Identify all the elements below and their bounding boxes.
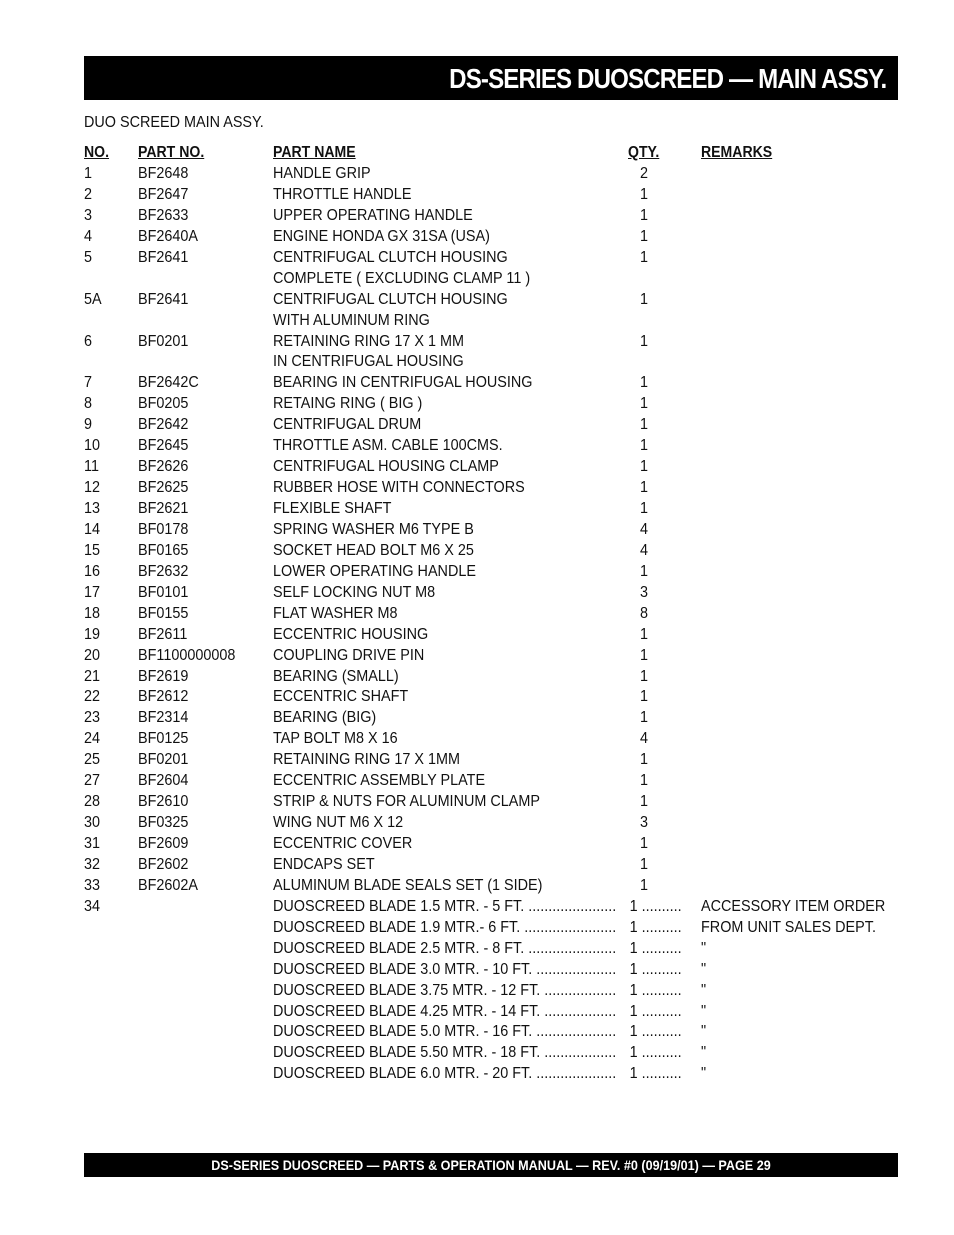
part-name: CENTRIFUGAL CLUTCH HOUSING xyxy=(273,248,508,266)
remarks: FROM UNIT SALES DEPT. xyxy=(701,918,876,936)
quantity: 1 xyxy=(639,185,649,203)
part-no: BF2602 xyxy=(138,855,189,873)
part-name: DUOSCREED BLADE 5.50 MTR. - 18 FT. .................. xyxy=(273,1044,617,1062)
part-name: ALUMINUM BLADE SEALS SET (1 SIDE) xyxy=(273,876,543,894)
table-row xyxy=(0,332,954,353)
part-no: BF2640A xyxy=(138,227,199,245)
table-row xyxy=(0,813,954,834)
table-row xyxy=(0,876,954,897)
page-title: DS-SERIES DUOSCREED — MAIN ASSY. xyxy=(448,63,886,94)
part-name: SELF LOCKING NUT M8 xyxy=(273,583,436,601)
part-name: DUOSCREED BLADE 1.9 MTR.- 6 FT. ....................... xyxy=(273,918,617,936)
table-row xyxy=(0,499,954,520)
part-no: BF2609 xyxy=(138,835,189,852)
table-row xyxy=(0,687,954,708)
part-no: BF0155 xyxy=(138,604,189,622)
part-name: COMPLETE ( EXCLUDING CLAMP 11 ) xyxy=(273,269,531,287)
quantity: 3 xyxy=(639,583,649,601)
table-row xyxy=(0,290,954,311)
part-number-index: 12 xyxy=(84,479,101,497)
table-row xyxy=(0,729,954,750)
part-name: RUBBER HOSE WITH CONNECTORS xyxy=(273,479,525,497)
table-row xyxy=(0,646,954,667)
footer-bar xyxy=(84,1153,898,1177)
quantity: 1 xyxy=(639,688,649,706)
part-name: ECCENTRIC COVER xyxy=(273,835,413,852)
footer-text: DS-SERIES DUOSCREED — PARTS & OPERATION MANUAL — REV. #0 (09/19/01) — PAGE 29 xyxy=(211,1157,771,1173)
part-number-index: 18 xyxy=(84,604,101,622)
part-number-index: 4 xyxy=(84,227,93,245)
part-number-index: 16 xyxy=(84,562,101,580)
part-number-index: 34 xyxy=(84,897,101,915)
column-header-part-no: PART NO. xyxy=(138,144,205,161)
table-row xyxy=(0,415,954,436)
part-no: BF0205 xyxy=(138,395,189,413)
part-number-index: 15 xyxy=(84,541,101,559)
quantity: 1 xyxy=(639,332,649,350)
part-name: DUOSCREED BLADE 3.75 MTR. - 12 FT. .................. xyxy=(273,981,617,999)
table-row xyxy=(0,164,954,185)
part-name: CENTRIFUGAL DRUM xyxy=(273,416,422,434)
part-number-index: 30 xyxy=(84,814,101,832)
part-no: BF2611 xyxy=(138,625,188,643)
table-row xyxy=(0,457,954,478)
table-row xyxy=(0,227,954,248)
part-name: BEARING (BIG) xyxy=(273,709,377,727)
table-row xyxy=(0,269,954,290)
part-name: DUOSCREED BLADE 5.0 MTR. - 16 FT. .................... xyxy=(273,1023,617,1041)
part-number-index: 27 xyxy=(84,772,101,790)
table-row xyxy=(0,939,954,960)
quantity: 1 xyxy=(639,625,649,643)
part-number-index: 31 xyxy=(84,835,101,852)
remarks: " xyxy=(701,1023,707,1041)
table-row xyxy=(0,185,954,206)
table-row xyxy=(0,750,954,771)
quantity: 8 xyxy=(639,604,649,622)
table-row xyxy=(0,248,954,269)
part-name: SOCKET HEAD BOLT M6 X 25 xyxy=(273,541,474,559)
part-name: BEARING IN CENTRIFUGAL HOUSING xyxy=(273,374,533,392)
table-row xyxy=(0,541,954,562)
quantity: 1 xyxy=(639,416,649,434)
quantity: 1 xyxy=(639,437,649,455)
part-no: BF2625 xyxy=(138,479,189,497)
part-number-index: 10 xyxy=(84,437,101,455)
quantity: 1 xyxy=(639,248,649,266)
table-row xyxy=(0,981,954,1002)
part-no: BF0101 xyxy=(138,583,189,601)
part-name: RETAING RING ( BIG ) xyxy=(273,395,423,413)
part-no: BF2314 xyxy=(138,709,189,727)
part-number-index: 23 xyxy=(84,709,101,727)
quantity: 1 xyxy=(639,227,649,245)
part-name: FLAT WASHER M8 xyxy=(273,604,398,622)
part-name: TAP BOLT M8 X 16 xyxy=(273,730,398,748)
table-row xyxy=(0,708,954,729)
part-name: THROTTLE ASM. CABLE 100CMS. xyxy=(273,437,503,455)
quantity: 1 .......... xyxy=(629,1002,682,1020)
quantity: 3 xyxy=(639,814,649,832)
table-row xyxy=(0,394,954,415)
quantity: 4 xyxy=(639,520,649,538)
table-row xyxy=(0,311,954,332)
part-no: BF0325 xyxy=(138,814,189,832)
table-row xyxy=(0,771,954,792)
part-name: RETAINING RING 17 X 1 MM xyxy=(273,332,464,350)
part-name: FLEXIBLE SHAFT xyxy=(273,500,392,517)
quantity: 1 xyxy=(639,751,649,769)
table-row xyxy=(0,436,954,457)
part-name: DUOSCREED BLADE 3.0 MTR. - 10 FT. .................... xyxy=(273,960,617,978)
part-number-index: 24 xyxy=(84,730,101,748)
part-name: ENGINE HONDA GX 31SA (USA) xyxy=(273,227,490,245)
part-name: ECCENTRIC SHAFT xyxy=(273,688,409,706)
part-number-index: 9 xyxy=(84,416,93,434)
quantity: 1 .......... xyxy=(629,981,682,999)
part-no: BF2633 xyxy=(138,206,189,224)
part-name: SPRING WASHER M6 TYPE B xyxy=(273,520,474,538)
quantity: 1 .......... xyxy=(629,939,682,957)
quantity: 1 xyxy=(639,206,649,224)
quantity: 2 xyxy=(639,165,649,182)
part-no: BF2645 xyxy=(138,437,189,455)
section-title: DUO SCREED MAIN ASSY. xyxy=(84,114,264,131)
header-bar xyxy=(84,56,898,100)
part-number-index: 33 xyxy=(84,876,101,894)
part-name: THROTTLE HANDLE xyxy=(273,185,412,203)
table-row xyxy=(0,834,954,855)
part-name: COUPLING DRIVE PIN xyxy=(273,646,425,664)
part-no: BF2632 xyxy=(138,562,189,580)
quantity: 1 .......... xyxy=(629,897,682,915)
part-name: DUOSCREED BLADE 2.5 MTR. - 8 FT. ...................... xyxy=(273,939,617,957)
part-name: UPPER OPERATING HANDLE xyxy=(273,206,473,224)
table-row xyxy=(0,562,954,583)
quantity: 1 xyxy=(639,458,649,476)
table-row xyxy=(0,1043,954,1064)
part-name: DUOSCREED BLADE 4.25 MTR. - 14 FT. .................. xyxy=(273,1002,617,1020)
quantity: 1 .......... xyxy=(629,918,682,936)
remarks: " xyxy=(701,981,707,999)
part-name: LOWER OPERATING HANDLE xyxy=(273,562,476,580)
column-header-part-name: PART NAME xyxy=(273,144,356,161)
remarks: " xyxy=(701,960,707,978)
parts-list xyxy=(0,164,954,1085)
quantity: 4 xyxy=(639,730,649,748)
part-number-index: 7 xyxy=(84,374,93,392)
quantity: 4 xyxy=(639,541,649,559)
part-number-index: 20 xyxy=(84,646,101,664)
part-name: CENTRIFUGAL CLUTCH HOUSING xyxy=(273,290,508,308)
part-number-index: 28 xyxy=(84,793,101,811)
part-name: ECCENTRIC ASSEMBLY PLATE xyxy=(273,772,486,790)
quantity: 1 .......... xyxy=(629,1065,682,1083)
quantity: 1 xyxy=(639,374,649,392)
part-no: BF2642C xyxy=(138,374,199,392)
part-name: IN CENTRIFUGAL HOUSING xyxy=(273,353,464,371)
part-no: BF0125 xyxy=(138,730,189,748)
part-no: BF2612 xyxy=(138,688,189,706)
table-row xyxy=(0,667,954,688)
part-name: WITH ALUMINUM RING xyxy=(273,311,430,329)
quantity: 1 xyxy=(639,479,649,497)
quantity: 1 xyxy=(639,395,649,413)
quantity: 1 xyxy=(639,793,649,811)
part-name: HANDLE GRIP xyxy=(273,165,371,182)
quantity: 1 .......... xyxy=(629,1023,682,1041)
table-row xyxy=(0,625,954,646)
quantity: 1 xyxy=(639,562,649,580)
table-row xyxy=(0,1022,954,1043)
column-header-qty: QTY. xyxy=(628,144,660,161)
part-no: BF2621 xyxy=(138,500,189,517)
part-no: BF2626 xyxy=(138,458,189,476)
part-number-index: 8 xyxy=(84,395,93,413)
quantity: 1 xyxy=(639,290,649,308)
remarks: " xyxy=(701,939,707,957)
table-row xyxy=(0,478,954,499)
part-no: BF0201 xyxy=(138,751,189,769)
part-no: BF2610 xyxy=(138,793,189,811)
part-number-index: 6 xyxy=(84,332,93,350)
table-row xyxy=(0,352,954,373)
quantity: 1 xyxy=(639,709,649,727)
part-no: BF2602A xyxy=(138,876,199,894)
quantity: 1 .......... xyxy=(629,960,682,978)
table-row xyxy=(0,583,954,604)
part-no: BF2604 xyxy=(138,772,189,790)
part-no: BF2641 xyxy=(138,290,189,308)
part-number-index: 14 xyxy=(84,520,101,538)
part-number-index: 22 xyxy=(84,688,101,706)
part-number-index: 5 xyxy=(84,248,93,266)
table-row xyxy=(0,604,954,625)
table-row xyxy=(0,206,954,227)
part-name: DUOSCREED BLADE 1.5 MTR. - 5 FT. ...................... xyxy=(273,897,617,915)
quantity: 1 xyxy=(639,500,649,517)
table-row xyxy=(0,918,954,939)
part-no: BF0201 xyxy=(138,332,189,350)
part-name: BEARING (SMALL) xyxy=(273,667,399,685)
table-row xyxy=(0,1002,954,1023)
part-no: BF1100000008 xyxy=(138,646,236,664)
part-number-index: 25 xyxy=(84,751,101,769)
table-row xyxy=(0,520,954,541)
quantity: 1 xyxy=(639,667,649,685)
table-row xyxy=(0,855,954,876)
part-no: BF2642 xyxy=(138,416,189,434)
part-number-index: 17 xyxy=(84,583,101,601)
part-no: BF2647 xyxy=(138,185,189,203)
part-number-index: 19 xyxy=(84,625,101,643)
quantity: 1 xyxy=(639,876,649,894)
part-no: BF2648 xyxy=(138,165,189,182)
part-no: BF2619 xyxy=(138,667,189,685)
remarks: " xyxy=(701,1002,707,1020)
table-row xyxy=(0,792,954,813)
quantity: 1 xyxy=(639,855,649,873)
part-name: STRIP & NUTS FOR ALUMINUM CLAMP xyxy=(273,793,540,811)
quantity: 1 xyxy=(639,772,649,790)
table-row xyxy=(0,897,954,918)
table-row xyxy=(0,1064,954,1085)
part-number-index: 3 xyxy=(84,206,93,224)
part-number-index: 13 xyxy=(84,500,101,517)
part-no: BF0178 xyxy=(138,520,189,538)
quantity: 1 xyxy=(639,646,649,664)
part-no: BF0165 xyxy=(138,541,189,559)
table-row xyxy=(0,373,954,394)
column-header-no: NO. xyxy=(84,144,110,161)
part-number-index: 32 xyxy=(84,855,101,873)
part-name: CENTRIFUGAL HOUSING CLAMP xyxy=(273,458,499,476)
part-number-index: 11 xyxy=(84,458,99,476)
part-number-index: 1 xyxy=(84,165,93,182)
column-header-remarks: REMARKS xyxy=(701,144,773,161)
quantity: 1 xyxy=(639,835,649,852)
part-number-index: 21 xyxy=(84,667,101,685)
part-no: BF2641 xyxy=(138,248,189,266)
remarks: " xyxy=(701,1065,707,1083)
part-name: DUOSCREED BLADE 6.0 MTR. - 20 FT. .................... xyxy=(273,1065,617,1083)
table-row xyxy=(0,960,954,981)
part-name: ECCENTRIC HOUSING xyxy=(273,625,429,643)
remarks: ACCESSORY ITEM ORDER xyxy=(701,897,886,915)
part-name: RETAINING RING 17 X 1MM xyxy=(273,751,460,769)
part-number-index: 5A xyxy=(84,290,102,308)
part-number-index: 2 xyxy=(84,185,93,203)
quantity: 1 .......... xyxy=(629,1044,682,1062)
part-name: WING NUT M6 X 12 xyxy=(273,814,404,832)
remarks: " xyxy=(701,1044,707,1062)
part-name: ENDCAPS SET xyxy=(273,855,375,873)
